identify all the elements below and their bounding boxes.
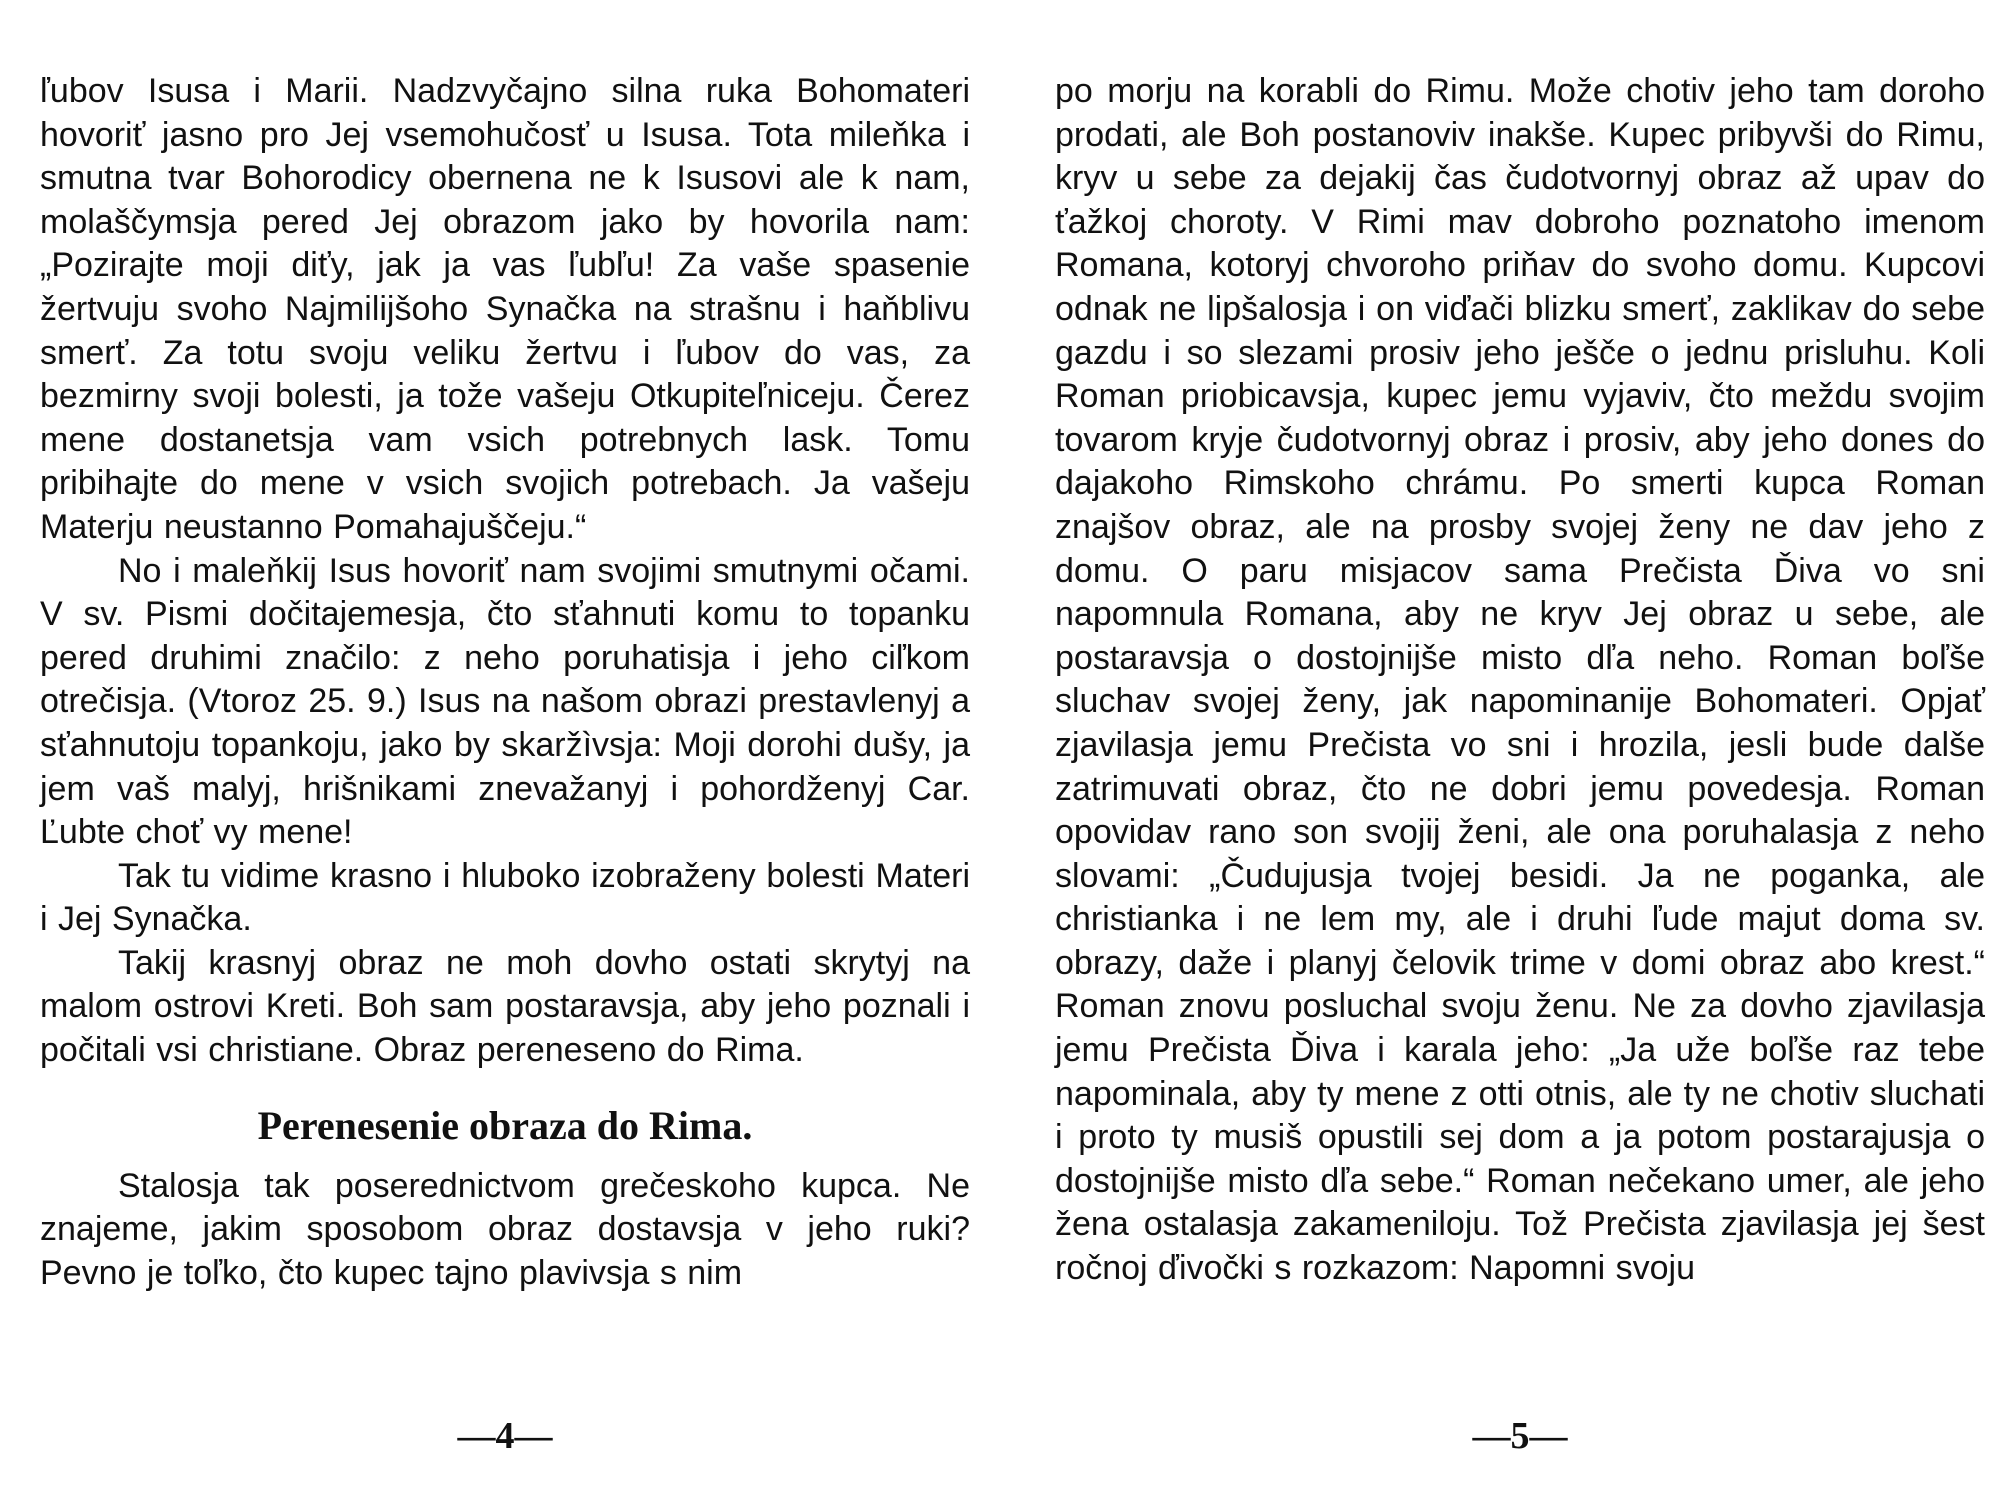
paragraph: Tak tu vidime krasno i hluboko izobraženy bolesti Materi i Jej Synačka.	[40, 856, 970, 939]
right-page	[1055, 70, 1985, 1490]
paragraph: po morju na korabli do Rimu. Može chotiv jeho tam doroho prodati, ale Boh postanoviv inakše. Kupec pribyvši do Rimu, kryv u sebe za dejakij čas čudotvornyj obraz až upav do ťažkoj choroty. V Rimi mav dobroho poznatoho imenom Romana, kotoryj chvoroho priňav do svoho domu. Kupcovi odnak ne lipšalosja i on viďači blizku smerť, zaklikav do sebe gazdu i so slezami prosiv jeho ješče o jednu prisluhu. Koli Roman priobicavsja, kupec jemu vyjaviv, čto meždu svojim tovarom kryje čudotvornyj obraz i prosiv, aby jeho dones do dajakoho Rimskoho chrámu. Po smerti kupca Roman znajšov obraz, ale na prosby svojej ženy ne dav jeho z domu. O paru misjacov sama Prečista Ďiva vo sni napomnula Romana, aby ne kryv Jej obraz u sebe, ale postaravsja o dostojnijše misto dľa neho. Roman boľše sluchav svojej ženy, jak napominanije Bohomateri. Opjať zjavilasja jemu Prečista vo sni i hrozila, jesli bude dalše zatrimuvati obraz, čto ne dobri jemu povedesja. Roman opovidav rano son svojij ženi, ale ona poruhalasja z neho slovami: „Čudujusja tvojej besidi. Ja ne poganka, ale christianka i ne lem my, ale i druhi ľude majut doma sv. obrazy, daže i planyj čelovik trime v domi obraz abo krest.“ Roman znovu posluchal svoju ženu. Ne za dovho zjavilasja jemu Prečista Ďiva i karala jeho: „Ja uže boľše raz tebe napominala, aby ty mene z otti otnis, ale ty ne chotiv sluchati i proto ty musiš opustili sej dom a ja potom postarajusja o dostojnijše misto dľa sebe.“ Roman nečekano umer, ale jeho žena ostalasja zakameniloju. Tož Prečista zjavilasja jej šest ročnoj ďivočki s rozkazom: Napomni svoju	[1055, 72, 1985, 1288]
section-heading: Perenesenie obraza do Rima.	[257, 1102, 753, 1148]
paragraph: ľubov Isusa i Marii. Nadzvyčajno silna ruka Bohomateri hovoriť jasno pro Jej vsemohučosť u Isusa. Tota mileňka i smutna tvar Bohorodicy obernena ne k Isusovi ale k nam, molaščymsja pered Jej obrazom jako by hovorila nam: „Pozirajte moji diťy, jak ja vas ľubľu! Za vaše spasenie žertvuju svoho Najmilijšoho Synačka na strašnu i haňblivu smerť. Za totu svoju veliku žertvu i ľubov do vas, za bezmirny svoji bolesti, ja tože vašeju Otkupiteľniceju. Čerez mene dostanetsja vam vsich potrebnych lask. Tomu pribihajte do mene v vsich svojich potrebach. Ja vašeju Materju neustanno Pomahajuščeju.“	[40, 72, 970, 546]
paragraph: Stalosja tak poserednictvom grečeskoho kupca. Ne znajeme, jakim sposobom obraz dostavsja v jeho ruki? Pevno je toľko, čto kupec tajno plavivsja s nim	[40, 1166, 970, 1292]
page-number: —5—	[1472, 1415, 1568, 1457]
paragraph: Takij krasnyj obraz ne moh dovho ostati skrytyj na malom ostrovi Kreti. Boh sam postaravsja, aby jeho poznali i počitali vsi christiane. Obraz pereneseno do Rima.	[40, 943, 970, 1070]
page-number: —4—	[457, 1415, 553, 1457]
paragraph: No i maleňkij Isus hovoriť nam svojimi smutnymi očami. V sv. Pismi dočitajemesja, čto sťahnuti komu to topanku pered druhimi značilo: z neho poruhatisja i jeho ciľkom otrečisja. (Vtoroz 25. 9.) Isus na našom obrazi prestavlenyj a sťahnutoju topankoju, jako by skaržìvsja: Moji dorohi dušy, ja jem vaš malyj, hrišnikami znevažanyj i pohordženyj Car. Ľubte choť vy mene!	[40, 551, 970, 852]
left-page-text	[40, 70, 970, 1400]
right-page-text	[1055, 70, 1985, 1400]
left-page	[40, 70, 970, 1490]
